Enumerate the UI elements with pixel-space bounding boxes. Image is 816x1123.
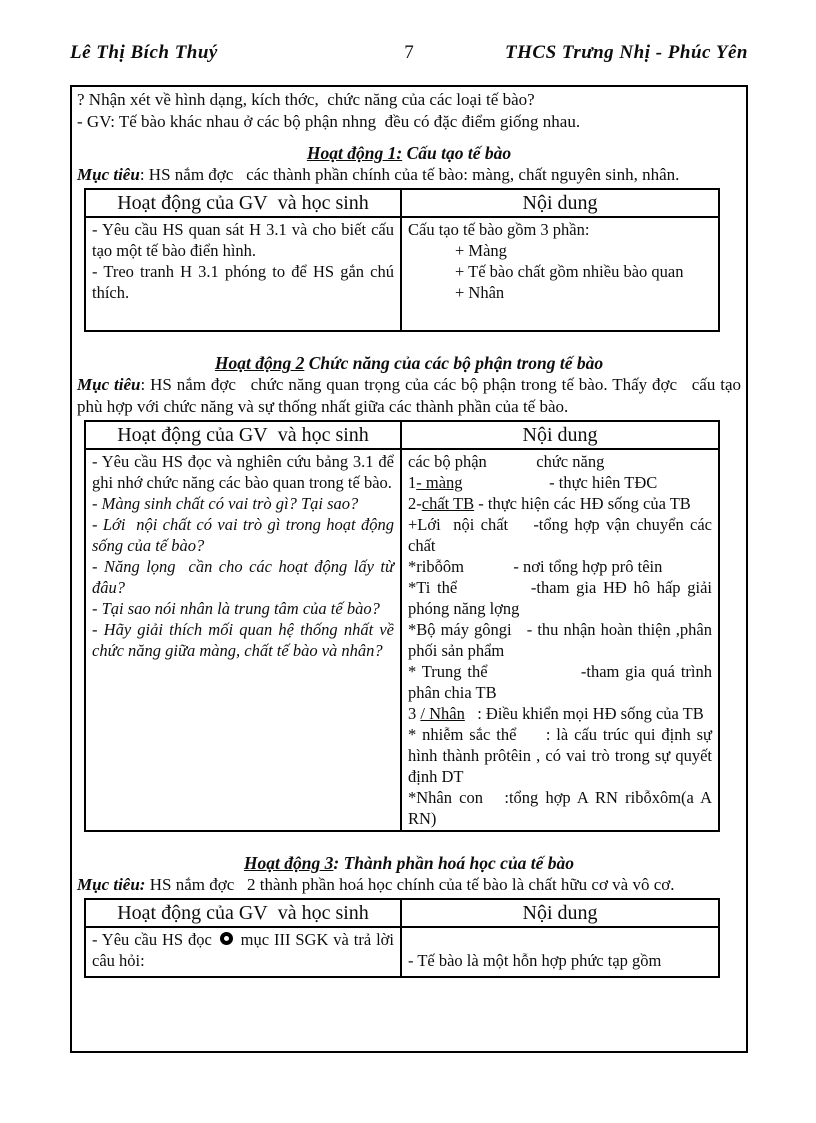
author-name: Lê Thị Bích Thuý [70, 42, 218, 63]
intro-line-2: - GV: Tế bào khác nhau ở các bộ phận nhng đều có đặc điểm giống nhau. [77, 112, 581, 131]
activity3-heading-title: : Thành phần hoá học của tế bào [333, 853, 575, 873]
question-item: - Tại sao nói nhân là trung tâm của tế bào? [92, 599, 380, 618]
goal-text: HS nắm đợc 2 thành phần hoá học chính của tế bào là chất hữu cơ và vô cơ. [145, 875, 675, 894]
content-line [408, 703, 712, 724]
page-number: 7 [404, 42, 414, 63]
text-fragment: mục III SGK và trả lời câu hỏi: [92, 930, 394, 970]
text-fragment: 2- [408, 494, 422, 513]
table-header-row [85, 899, 719, 927]
activity2-heading-title: Chức năng của các bộ phận trong tế bào [304, 353, 604, 373]
text-fragment: 1 [408, 473, 417, 492]
list-item: + Màng [455, 241, 507, 260]
question-item: - Màng sinh chất có vai trò gì? Tại sao? [92, 494, 359, 513]
goal-text: : HS nắm đợc chức năng quan trọng của các bộ phận trong tế bào. Thấy đợc cấu tạo phù hợp với chức năng và sự thống nhất giữa các thành phần của tế bào. [77, 375, 742, 416]
question-item: - Hãy giải thích mối quan hệ thống nhất về chức năng giữa màng, chất tế bào và nhân? [92, 620, 394, 660]
table2-content-cell [401, 449, 719, 831]
table-row [85, 927, 719, 977]
table3-header-right: Nội dung [401, 899, 719, 927]
activity1-goal [77, 164, 741, 186]
table-header-row [85, 189, 719, 217]
goal-label: Mục tiêu [77, 375, 141, 394]
table3-gv-cell [85, 927, 401, 977]
goal-label: Mục tiêu [77, 165, 140, 184]
activity1-heading [77, 142, 741, 164]
table-row [85, 449, 719, 831]
activity2-table [84, 420, 720, 832]
table1-gv-cell [85, 217, 401, 331]
underlined-term: / Nhân [420, 704, 465, 723]
paragraph: Cấu tạo tế bào gồm 3 phần: [408, 220, 590, 239]
text-fragment: - Yêu cầu HS đọc [92, 930, 217, 949]
activity3-goal [77, 874, 741, 896]
underlined-term: chất TB [421, 494, 475, 513]
content-line: *Ti thể -tham gia HĐ hô hấp giải phóng năng lợng [408, 578, 712, 618]
content-line [408, 493, 712, 514]
content-line: +Lới nội chất -tổng hợp vận chuyển các chất [408, 515, 712, 555]
paragraph: - Yêu cầu HS đọc và nghiên cứu bảng 3.1 để ghi nhớ chức năng các bào quan trong tế bào. [92, 452, 394, 492]
activity2-goal [77, 374, 741, 418]
text-fragment: 3 [408, 704, 421, 723]
table2-gv-cell [85, 449, 401, 831]
activity1-heading-title: Cấu tạo tế bào [402, 143, 512, 163]
table1-header-right: Nội dung [401, 189, 719, 217]
activity3-heading-number: Hoạt động 3 [243, 853, 334, 873]
table1-content-cell [401, 217, 719, 331]
activity3-heading [77, 852, 741, 874]
school-name: THCS Trưng Nhị - Phúc Yên [505, 42, 748, 63]
table1-header-left: Hoạt động của GV và học sinh [85, 189, 401, 217]
table3-content-cell [401, 927, 719, 977]
goal-label: Mục tiêu: [77, 875, 146, 894]
underlined-term: - màng [416, 473, 463, 492]
content-line: * nhiễm sắc thể : là cấu trúc qui định sự hình thành prôtêin , có vai trò trong sự quyết định DT [408, 725, 712, 786]
activity3-table [84, 898, 720, 978]
content-frame [70, 85, 748, 1053]
goal-text: : HS nắm đợc các thành phần chính của tế bào: màng, chất nguyên sinh, nhân. [139, 165, 680, 184]
table3-header-left: Hoạt động của GV và học sinh [85, 899, 401, 927]
paragraph: - Yêu cầu HS quan sát H 3.1 và cho biết cấu tạo một tế bào điển hình. [92, 220, 394, 260]
paragraph [92, 929, 394, 971]
table-header-row [85, 421, 719, 449]
content-line [408, 472, 712, 493]
question-item: - Lới nội chất có vai trò gì trong hoạt động sống của tế bào? [92, 515, 394, 555]
activity2-heading-number: Hoạt động 2 [214, 353, 305, 373]
text-fragment: : Điều khiển mọi HĐ sống của TB [464, 704, 704, 723]
table2-header-right: Nội dung [401, 421, 719, 449]
content-line: *Bộ máy gôngi - thu nhận hoàn thiện ,phân phối sản phẩm [408, 620, 712, 660]
intro-line-1: ? Nhận xét về hình dạng, kích thớc, chức năng của các loại tế bào? [77, 90, 535, 109]
page-header [70, 42, 748, 64]
reading-symbol-icon [220, 932, 233, 945]
content-line: * Trung thể -tham gia quá trình phân chia TB [408, 662, 712, 702]
list-item: + Tế bào chất gồm nhiều bào quan [455, 262, 684, 281]
question-item: - Năng lọng cần cho các hoạt động lấy từ đâu? [92, 557, 394, 597]
text-fragment: - thực hiên TĐC [462, 473, 658, 492]
list-item: + Nhân [455, 283, 505, 302]
content-line: *Nhân con :tổng hợp A RN ribỗxôm(a A RN) [408, 788, 712, 828]
content-line: *ribỗôm - nơi tổng hợp prô têin [408, 557, 663, 576]
activity1-heading-number: Hoạt động 1: [306, 143, 403, 163]
text-fragment: - thực hiện các HĐ sống của TB [474, 494, 691, 513]
activity1-table [84, 188, 720, 332]
paragraph: - Tế bào là một hỗn hợp phức tạp gồm [408, 951, 662, 970]
activity2-heading [77, 352, 741, 374]
table-row [85, 217, 719, 331]
table2-header-left: Hoạt động của GV và học sinh [85, 421, 401, 449]
paragraph: - Treo tranh H 3.1 phóng to để HS gắn chú thích. [92, 262, 394, 302]
content-line: các bộ phận chức năng [408, 452, 605, 471]
